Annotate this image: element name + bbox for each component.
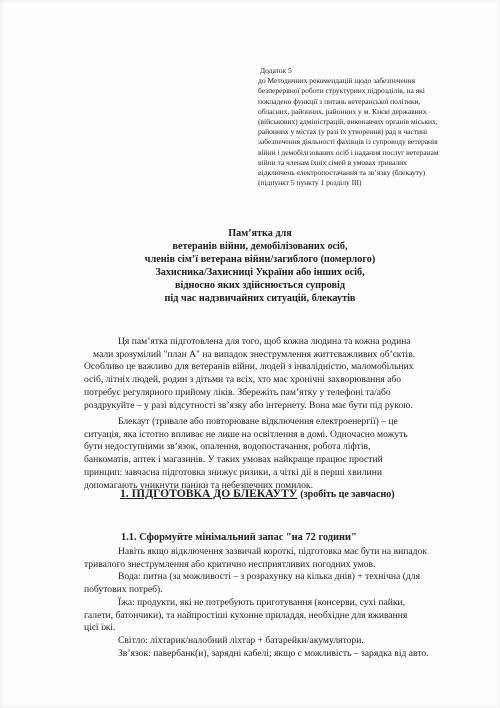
subsection-heading-1-1: 1.1. Сформуйте мінімальний запас "на 72 години" — [121, 532, 357, 543]
text-line: Вода: питна (за можливості – з розрахунку на кілька днів) + технічна (для — [118, 571, 420, 583]
text-line: банкоматів, аптек і магазинів. У таких умовах найкраще працює простий — [84, 454, 383, 466]
appendix-line: відключень електропостачання та зв’язку (блекауту) — [258, 168, 426, 178]
text-line: мали зрозумілий "план А" на випадок знеструмлення життєважливих об’єктів. — [93, 348, 416, 360]
title-line: членів сім’ї ветерана війни/загиблого (померлого) — [144, 254, 376, 266]
appendix-line: забезпечення діяльності фахівців із супроводу ветеранів — [258, 137, 438, 147]
text-line: допомагають уникнути паніки та небезпечних помилок. — [84, 479, 313, 491]
title-line: Пам’ятка для — [228, 228, 292, 239]
appendix-line: (підпункт 5 пункту 1 розділу ІІІ) — [258, 178, 362, 188]
supplies-paragraph — [84, 546, 476, 660]
section-heading-note: (зробіть це завчасно) — [300, 489, 395, 500]
text-line: тривалого знеструмлення або критично несприятливих погодних умов. — [84, 558, 376, 570]
memo-title — [60, 227, 460, 306]
appendix-line: Додаток 5 — [260, 66, 292, 75]
title-line: відносно яких здійснюється супровід — [174, 280, 346, 292]
text-line: Блекаут (тривале або повторюване відключення електроенергії) – це — [118, 416, 398, 427]
section-heading-text: 1. ПІДГОТОВКА ДО БЛЕКАУТУ — [120, 487, 298, 500]
text-line: Навіть якщо відключення зазвичай короткі, підготовка має бути на випадок — [118, 546, 427, 557]
appendix-line: до Методичних рекомендацій щодо забезпечення — [258, 76, 416, 86]
text-line: роздрукуйте – у разі відсутності зв’язку або інтернету. Вона має бути під рукою. — [84, 399, 413, 411]
appendix-line: районних у містах (у разі їх утворення) рад в частині — [258, 127, 428, 137]
appendix-line: війни і демобілізованих осіб і надання послуг ветеранам — [258, 147, 439, 157]
appendix-line: (військових) адміністрацій, виконавчих органів міських, — [258, 117, 438, 127]
title-line: ветеранів війни, демобілізованих осіб, — [172, 241, 348, 253]
text-line: осіб, літніх людей, родин з дітьми та всіх, хто має хронічні захворювання або — [84, 374, 402, 386]
text-line: потребує регулярного прийому ліків. Збережіть пам’ятку у телефоні та/або — [84, 386, 391, 398]
appendix-line: покладено функції з питань ветеранської політики, — [258, 96, 421, 106]
text-line: галети, батончики), та найпростіші кухонне приладдя, необхідне для вживання — [84, 609, 408, 621]
text-line: цієї їжі. — [84, 622, 116, 634]
appendix-line: безперервної роботи структурних підрозділів, на які — [258, 86, 425, 96]
text-line: Їжа: продукти, які не потребують приготування (консерви, сухі пайки, — [118, 596, 406, 608]
text-line: Зв’язок: павербанк(и), зарядні кабелі; якщо є можливість – зарядка від авто. — [118, 647, 429, 659]
text-line: бути недоступними зв’язок, опалення, водопостачання, робота ліфтів, — [84, 441, 371, 453]
appendix-line: війни та членам їхніх сімей в умовах тривалих — [258, 157, 407, 167]
text-line: Ця пам’ятка підготовлена для того, щоб кожна людина та кожна родина — [118, 336, 411, 347]
appendix-note — [258, 66, 490, 188]
title-line: Захисника/Захисниці України або інших осіб, — [155, 267, 365, 279]
text-line: принцип: завчасна підготовка знижує ризики, а чіткі дії в перші хвилини — [84, 466, 382, 478]
text-line: Особливо це важливо для ветеранів війни, людей з інвалідністю, маломобільних — [84, 361, 414, 373]
intro-paragraph — [84, 336, 476, 412]
title-line: під час надзвичайних ситуацій, блекаутів — [164, 293, 356, 305]
text-line: ситуація, яка істотно впливає не лише на освітлення в домі. Одночасно можуть — [84, 428, 408, 440]
appendix-line: обласних, районних, районних у м. Києві державних — [258, 106, 427, 116]
text-line: Світло: ліхтарик/налобний ліхтар + батарейки/акумулятори. — [118, 634, 364, 646]
text-line: побутових потреб). — [84, 584, 163, 596]
section-heading-1 — [120, 487, 395, 500]
blackout-paragraph — [84, 416, 476, 492]
